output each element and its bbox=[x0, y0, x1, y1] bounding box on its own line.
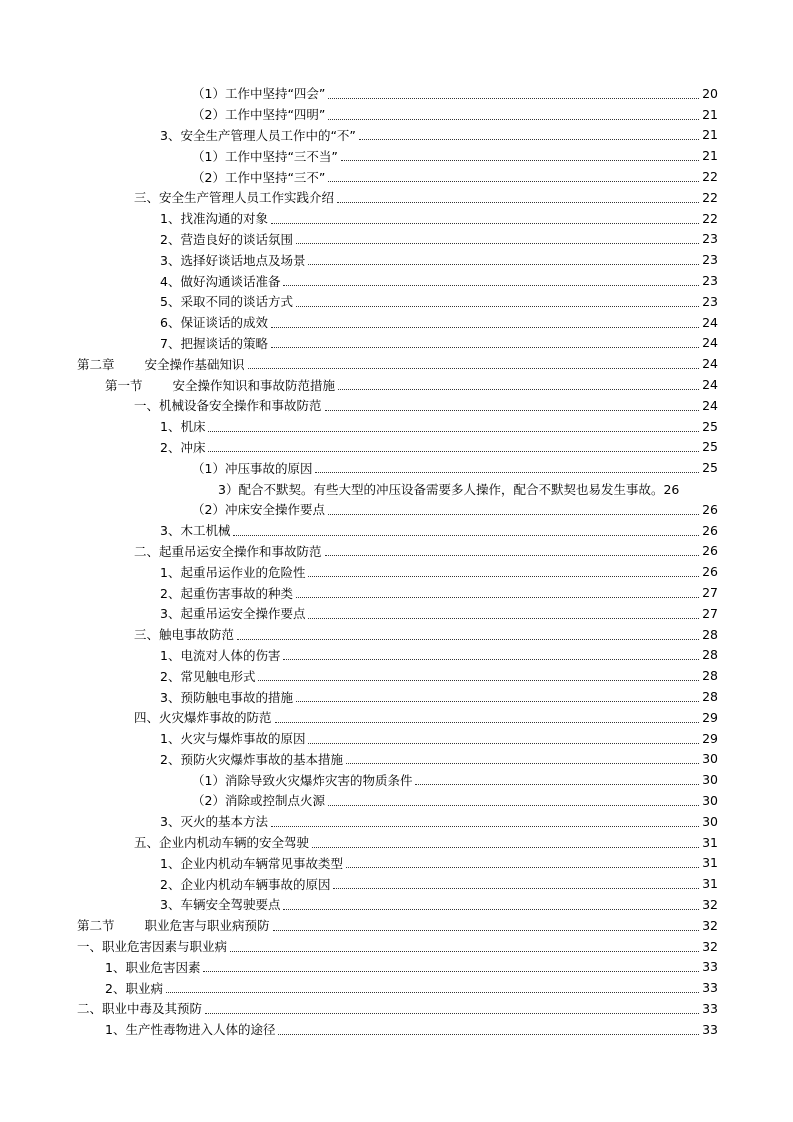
toc-entry[interactable] bbox=[0, 624, 793, 645]
toc-entry[interactable] bbox=[0, 83, 793, 104]
toc-page-number: 25 bbox=[702, 460, 718, 476]
toc-leader-dots bbox=[271, 315, 699, 328]
table-of-contents bbox=[0, 83, 793, 1040]
toc-leader-dots bbox=[325, 398, 700, 411]
toc-page-number: 21 bbox=[702, 148, 718, 164]
toc-entry-title: 1、职业危害因素 bbox=[105, 959, 201, 975]
toc-entry[interactable] bbox=[0, 270, 793, 291]
toc-entry-title: 2、常见触电形式 bbox=[160, 668, 256, 684]
toc-page-number: 23 bbox=[702, 273, 718, 289]
toc-leader-dots bbox=[308, 731, 699, 744]
toc-page-number: 28 bbox=[702, 647, 718, 663]
toc-page-number: 30 bbox=[702, 751, 718, 767]
toc-leader-dots bbox=[346, 855, 699, 868]
toc-entry[interactable] bbox=[0, 125, 793, 146]
toc-page-number: 30 bbox=[702, 813, 718, 829]
toc-entry-title: 五、企业内机动车辆的安全驾驶 bbox=[134, 835, 310, 851]
toc-entry[interactable] bbox=[0, 894, 793, 915]
toc-entry[interactable] bbox=[0, 249, 793, 270]
toc-entry[interactable] bbox=[0, 645, 793, 666]
toc-entry[interactable] bbox=[0, 977, 793, 998]
toc-page-number: 26 bbox=[702, 564, 718, 580]
toc-entry[interactable] bbox=[0, 873, 793, 894]
toc-entry[interactable] bbox=[0, 561, 793, 582]
toc-entry[interactable] bbox=[0, 769, 793, 790]
toc-page-number: 31 bbox=[702, 834, 718, 850]
toc-leader-dots bbox=[308, 564, 699, 577]
toc-page-number: 33 bbox=[702, 1000, 718, 1016]
toc-entry[interactable] bbox=[0, 395, 793, 416]
toc-entry-title: 3）配合不默契。有些大型的冲压设备需要多人操作，配合不默契也易发生事故。26 bbox=[218, 481, 680, 497]
toc-page-number: 24 bbox=[702, 377, 718, 393]
toc-page-number: 20 bbox=[702, 85, 718, 101]
toc-page-number: 21 bbox=[702, 106, 718, 122]
toc-entry[interactable] bbox=[0, 145, 793, 166]
toc-entry[interactable] bbox=[0, 520, 793, 541]
toc-entry-title: 二、职业中毒及其预防 bbox=[77, 1001, 203, 1017]
toc-leader-dots bbox=[271, 211, 699, 224]
toc-page-number: 30 bbox=[702, 792, 718, 808]
toc-leader-dots bbox=[341, 148, 699, 161]
toc-page-number: 26 bbox=[702, 543, 718, 559]
toc-entry-title: （2）消除或控制点火源 bbox=[192, 793, 325, 809]
toc-leader-dots bbox=[315, 460, 699, 473]
toc-entry-title: 三、触电事故防范 bbox=[134, 627, 235, 643]
toc-page-number: 22 bbox=[702, 189, 718, 205]
toc-entry-title: （2）冲床安全操作要点 bbox=[192, 502, 325, 518]
toc-leader-dots bbox=[283, 647, 699, 660]
toc-entry-title: 1、企业内机动车辆常见事故类型 bbox=[160, 855, 343, 871]
toc-entry-title: 3、选择好谈话地点及场景 bbox=[160, 252, 306, 268]
toc-leader-dots bbox=[166, 980, 699, 993]
toc-entry[interactable] bbox=[0, 333, 793, 354]
toc-page-number: 23 bbox=[702, 293, 718, 309]
toc-entry-title: （1）冲压事故的原因 bbox=[192, 460, 313, 476]
toc-page-number: 31 bbox=[702, 855, 718, 871]
toc-page-number: 33 bbox=[702, 980, 718, 996]
toc-entry[interactable] bbox=[0, 353, 793, 374]
toc-leader-dots bbox=[328, 502, 699, 515]
toc-entry-title: 4、做好沟通谈话准备 bbox=[160, 273, 281, 289]
toc-entry-title: 1、找准沟通的对象 bbox=[160, 211, 268, 227]
toc-entry-subtitle: 安全操作知识和事故防范措施 bbox=[172, 377, 336, 393]
toc-entry-subtitle: 安全操作基础知识 bbox=[144, 356, 245, 372]
toc-page-number: 24 bbox=[702, 397, 718, 413]
toc-entry[interactable] bbox=[0, 478, 793, 499]
toc-entry-title: 1、火灾与爆炸事故的原因 bbox=[160, 731, 306, 747]
toc-page-number: 24 bbox=[702, 335, 718, 351]
toc-entry[interactable] bbox=[0, 603, 793, 624]
toc-entry[interactable] bbox=[0, 1019, 793, 1040]
toc-entry-title: 3、车辆安全驾驶要点 bbox=[160, 897, 281, 913]
toc-entry[interactable] bbox=[0, 811, 793, 832]
toc-entry-title: 2、职业病 bbox=[105, 980, 163, 996]
toc-leader-dots bbox=[333, 876, 699, 889]
toc-entry-title: 5、采取不同的谈话方式 bbox=[160, 294, 293, 310]
toc-entry[interactable] bbox=[0, 208, 793, 229]
toc-entry-title: 2、营造良好的谈话氛围 bbox=[160, 231, 293, 247]
toc-entry-title: 2、冲床 bbox=[160, 439, 206, 455]
toc-entry-title: （2）工作中坚持“四明” bbox=[192, 107, 326, 123]
toc-leader-dots bbox=[230, 939, 699, 952]
toc-leader-dots bbox=[296, 689, 699, 702]
toc-leader-dots bbox=[208, 439, 699, 452]
toc-leader-dots bbox=[205, 1001, 699, 1014]
toc-entry[interactable] bbox=[0, 187, 793, 208]
toc-page-number: 22 bbox=[702, 169, 718, 185]
toc-entry-title: （2）工作中坚持“三不” bbox=[192, 169, 326, 185]
toc-entry[interactable] bbox=[0, 832, 793, 853]
toc-leader-dots bbox=[328, 86, 699, 99]
toc-entry-title: 第二章 bbox=[77, 356, 115, 372]
toc-leader-dots bbox=[296, 294, 699, 307]
toc-entry-title: 一、机械设备安全操作和事故防范 bbox=[134, 398, 322, 414]
toc-entry-title: 一、职业危害因素与职业病 bbox=[77, 939, 228, 955]
toc-page-number: 24 bbox=[702, 314, 718, 330]
toc-page-number: 25 bbox=[702, 439, 718, 455]
toc-entry-title: 3、灭火的基本方法 bbox=[160, 814, 268, 830]
toc-leader-dots bbox=[275, 710, 700, 723]
toc-entry[interactable] bbox=[0, 790, 793, 811]
toc-entry-title: 3、起重吊运安全操作要点 bbox=[160, 606, 306, 622]
toc-leader-dots bbox=[283, 897, 699, 910]
toc-entry[interactable] bbox=[0, 852, 793, 873]
toc-entry[interactable] bbox=[0, 956, 793, 977]
toc-entry[interactable] bbox=[0, 707, 793, 728]
toc-leader-dots bbox=[328, 169, 699, 182]
toc-page-number: 30 bbox=[702, 772, 718, 788]
toc-entry-title: 1、电流对人体的伤害 bbox=[160, 647, 281, 663]
toc-entry[interactable] bbox=[0, 229, 793, 250]
toc-entry[interactable] bbox=[0, 291, 793, 312]
toc-entry[interactable] bbox=[0, 541, 793, 562]
toc-page-number: 26 bbox=[702, 522, 718, 538]
toc-entry-title: 1、起重吊运作业的危险性 bbox=[160, 564, 306, 580]
toc-entry-title: 2、预防火灾爆炸事故的基本措施 bbox=[160, 751, 343, 767]
toc-entry[interactable] bbox=[0, 104, 793, 125]
toc-page-number: 25 bbox=[702, 418, 718, 434]
toc-page-number: 27 bbox=[702, 605, 718, 621]
toc-leader-dots bbox=[237, 627, 699, 640]
toc-entry-title: （1）工作中坚持“三不当” bbox=[192, 148, 338, 164]
toc-entry-title: 2、企业内机动车辆事故的原因 bbox=[160, 876, 331, 892]
toc-page-number: 32 bbox=[702, 896, 718, 912]
toc-entry-title: 三、安全生产管理人员工作实践介绍 bbox=[134, 190, 335, 206]
toc-entry-title: 2、起重伤害事故的种类 bbox=[160, 585, 293, 601]
toc-entry[interactable] bbox=[0, 437, 793, 458]
toc-entry-title: 二、起重吊运安全操作和事故防范 bbox=[134, 543, 322, 559]
toc-page-number: 31 bbox=[702, 876, 718, 892]
toc-leader-dots bbox=[337, 190, 699, 203]
toc-leader-dots bbox=[338, 377, 699, 390]
toc-entry[interactable] bbox=[0, 416, 793, 437]
toc-entry[interactable] bbox=[0, 915, 793, 936]
toc-leader-dots bbox=[283, 273, 699, 286]
toc-entry-title: 四、火灾爆炸事故的防范 bbox=[134, 710, 272, 726]
toc-entry-subtitle: 职业危害与职业病预防 bbox=[144, 918, 270, 934]
toc-entry[interactable] bbox=[0, 166, 793, 187]
toc-entry-title: 3、安全生产管理人员工作中的“不” bbox=[160, 127, 356, 143]
toc-page-number: 23 bbox=[702, 231, 718, 247]
toc-leader-dots bbox=[359, 127, 699, 140]
toc-entry[interactable] bbox=[0, 998, 793, 1019]
toc-leader-dots bbox=[271, 814, 699, 827]
toc-leader-dots bbox=[233, 523, 699, 536]
toc-entry-title: 第一节 bbox=[105, 377, 143, 393]
toc-page-number: 21 bbox=[702, 127, 718, 143]
toc-page-number: 24 bbox=[702, 356, 718, 372]
toc-leader-dots bbox=[296, 585, 699, 598]
toc-page-number: 22 bbox=[702, 210, 718, 226]
toc-leader-dots bbox=[248, 356, 700, 369]
toc-page-number: 27 bbox=[702, 585, 718, 601]
toc-page-number: 28 bbox=[702, 668, 718, 684]
toc-page-number: 26 bbox=[702, 501, 718, 517]
toc-page-number: 33 bbox=[702, 1021, 718, 1037]
toc-entry[interactable] bbox=[0, 936, 793, 957]
toc-page-number: 28 bbox=[702, 626, 718, 642]
toc-page-number: 23 bbox=[702, 252, 718, 268]
toc-page-number: 28 bbox=[702, 689, 718, 704]
toc-leader-dots bbox=[271, 335, 699, 348]
toc-entry-title: （1）消除导致火灾爆炸灾害的物质条件 bbox=[192, 772, 413, 788]
toc-page-number: 29 bbox=[702, 709, 718, 725]
toc-entry[interactable] bbox=[0, 582, 793, 603]
toc-leader-dots bbox=[328, 793, 699, 806]
toc-entry[interactable] bbox=[0, 728, 793, 749]
toc-entry[interactable] bbox=[0, 374, 793, 395]
toc-entry[interactable] bbox=[0, 749, 793, 770]
toc-entry[interactable] bbox=[0, 665, 793, 686]
toc-leader-dots bbox=[308, 252, 699, 265]
toc-leader-dots bbox=[273, 918, 700, 931]
toc-entry-title: 1、生产性毒物进入人体的途径 bbox=[105, 1022, 276, 1038]
toc-leader-dots bbox=[312, 835, 699, 848]
toc-leader-dots bbox=[325, 543, 700, 556]
toc-entry[interactable] bbox=[0, 499, 793, 520]
toc-entry-title: 3、预防触电事故的措施 bbox=[160, 689, 293, 705]
toc-leader-dots bbox=[203, 959, 699, 972]
toc-entry[interactable] bbox=[0, 686, 793, 707]
toc-leader-dots bbox=[415, 772, 699, 785]
toc-page-number: 33 bbox=[702, 959, 718, 975]
toc-leader-dots bbox=[296, 231, 699, 244]
toc-leader-dots bbox=[208, 419, 699, 432]
toc-entry-title: 第二节 bbox=[77, 918, 115, 934]
toc-page-number: 29 bbox=[702, 730, 718, 746]
toc-entry[interactable] bbox=[0, 457, 793, 478]
toc-entry-title: （1）工作中坚持“四会” bbox=[192, 86, 326, 102]
toc-entry-title: 3、木工机械 bbox=[160, 523, 231, 539]
toc-entry-title: 7、把握谈话的策略 bbox=[160, 335, 268, 351]
toc-leader-dots bbox=[278, 1022, 699, 1035]
toc-leader-dots bbox=[258, 668, 699, 681]
toc-leader-dots bbox=[346, 751, 699, 764]
toc-entry-title: 1、机床 bbox=[160, 419, 206, 435]
toc-page-number: 32 bbox=[702, 917, 718, 933]
toc-entry[interactable] bbox=[0, 312, 793, 333]
toc-leader-dots bbox=[328, 107, 699, 120]
toc-entry-title: 6、保证谈话的成效 bbox=[160, 315, 268, 331]
toc-leader-dots bbox=[308, 606, 699, 619]
toc-page-number: 32 bbox=[702, 938, 718, 954]
